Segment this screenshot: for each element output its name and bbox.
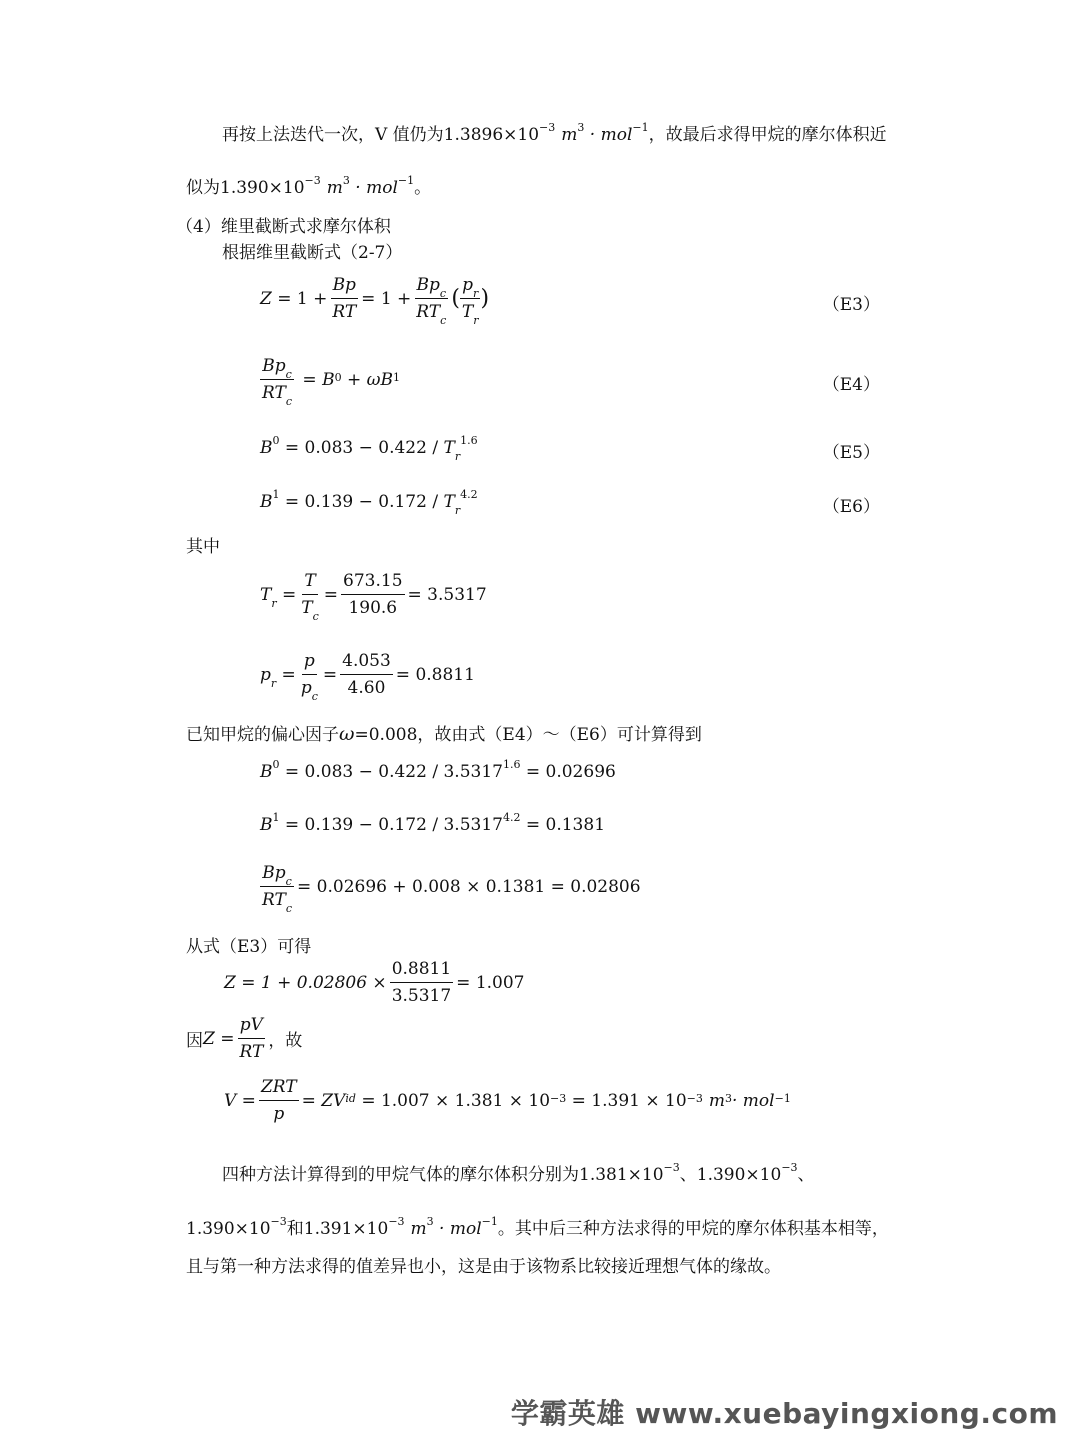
summary-line3: 且与第一种方法求得的值差异也小，这是由于该物系比较接近理想气体的缘故。	[186, 1257, 781, 1277]
omega-sentence: 已知甲烷的偏心因子ω=0.008，故由式（E4）～（E6）可计算得到	[186, 723, 702, 745]
calc-b1: $B^1 = 0.139 - 0.172 / 3.5317^{4.2} = 0.1381$	[260, 811, 606, 835]
equation-tr: $T_r$ = $\frac{T}{T_c}$ = $\frac{673.15}{190.6}$ = 3.5317	[260, 568, 487, 621]
paragraph-iteration-line2: 似为$1.390\times 10^{-3}$ $m^3 \cdot mol^{-1}$。	[186, 174, 432, 198]
eq-number-e4: （E4）	[822, 375, 880, 395]
equation-e3: Z = 1 + $\frac{Bp}{RT}$ = 1 + $\frac{Bp_c}{RT_c}$ ( $\frac{p_r}{T_r}$ )	[260, 272, 489, 325]
calc-v: V = $\frac{\text{ZRT}}{p}$ = ZV $^{id}$ = 1.007 × 1.381 × 10 $^{-3}$ = 1.391 × 10 $^{-3}$ m $^3$ · mol $^{-1}$	[224, 1074, 791, 1127]
eq-number-e5: （E5）	[822, 443, 880, 463]
equation-pr: $p_r$ = $\frac{p}{p_c}$ = $\frac{4.053}{4.60}$ = 0.8811	[260, 648, 475, 701]
paragraph-iteration-line1: 再按上法迭代一次，V 值仍为$1.3896\times 10^{-3}$ $m^3 \cdot mol^{-1}$，故最后求得甲烷的摩尔体积近	[222, 121, 887, 145]
calc-bpc: $\frac{Bp_c}{RT_c}$ = 0.02696 + 0.008 × 0.1381 = 0.02806	[260, 860, 641, 913]
summary-line2: $1.390\times 10^{-3}$和$1.391\times 10^{-3}$ $m^3 \cdot mol^{-1}$。其中后三种方法求得的甲烷的摩尔体积基本相等，	[186, 1215, 889, 1239]
eq-number-e6: （E6）	[822, 497, 880, 517]
summary-line1: 四种方法计算得到的甲烷气体的摩尔体积分别为$1.381\times 10^{-3}$、$1.390\times 10^{-3}$、	[222, 1161, 815, 1185]
section-title: （4）维里截断式求摩尔体积	[176, 217, 391, 237]
eq-number-e3: （E3）	[822, 295, 880, 315]
label-qizhong: 其中	[186, 537, 220, 557]
from-e3-label: 从式（E3）可得	[186, 937, 312, 957]
calc-z: Z = 1 + 0.02806 × $\frac{0.8811}{3.5317}$ = 1.007	[224, 956, 525, 1009]
z-definition: 因 Z = $\frac{pV}{RT}$ ，故	[186, 1012, 302, 1065]
equation-e4: $\frac{Bp_c}{RT_c}$ = B $^0$ + ωB $^1$	[260, 353, 400, 406]
equation-e6: $B^1 = 0.139 - 0.172 / T_r^{4.2}$	[260, 488, 478, 518]
section-intro: 根据维里截断式（2-7）	[222, 243, 403, 263]
watermark: 学霸英雄 www.xuebayingxiong.com	[510, 1397, 1058, 1430]
calc-b0: $B^0 = 0.083 - 0.422 / 3.5317^{1.6} = 0.02696$	[260, 758, 616, 782]
equation-e5: $B^0 = 0.083 - 0.422 / T_r^{1.6}$	[260, 434, 478, 464]
